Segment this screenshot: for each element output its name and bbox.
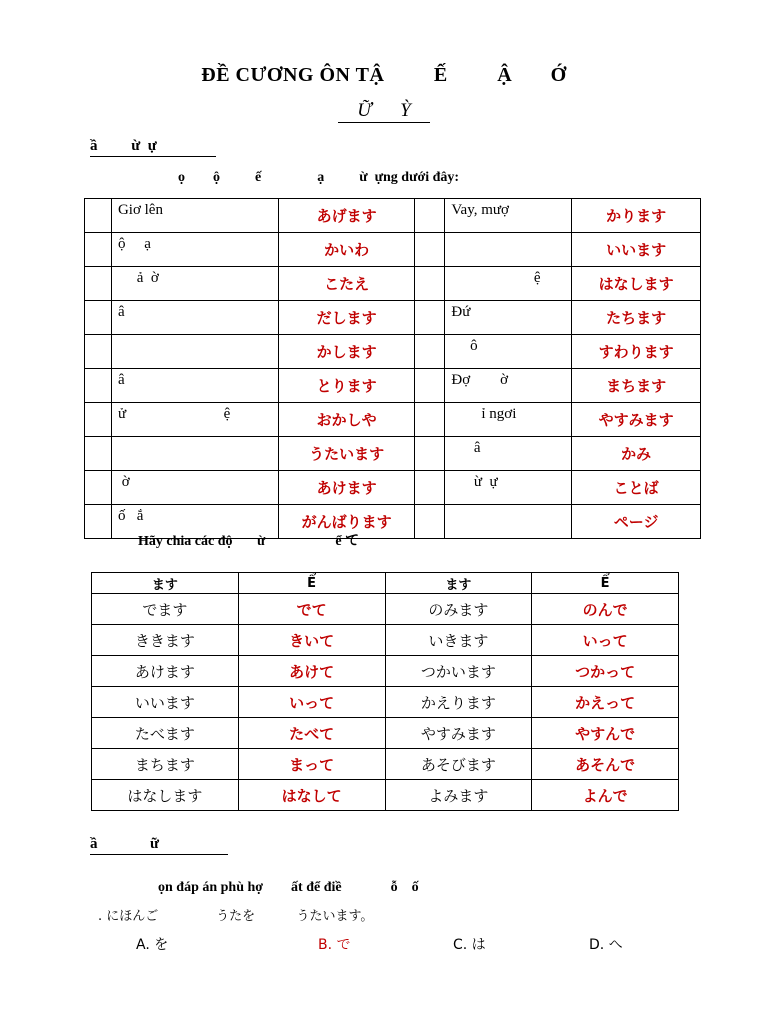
table-row bbox=[85, 437, 701, 471]
vietnamese-right: ệ bbox=[445, 267, 572, 301]
blank-cell bbox=[415, 199, 445, 233]
japanese-answer-right: すわります bbox=[572, 335, 701, 369]
blank-cell bbox=[85, 267, 112, 301]
masu-form: のみます bbox=[385, 594, 532, 625]
vietnamese-right: Đứ bbox=[445, 301, 572, 335]
masu-form: いきます bbox=[385, 625, 532, 656]
masu-form: よみます bbox=[385, 780, 532, 811]
vietnamese-left: â bbox=[111, 301, 278, 335]
vietnamese-left: ố ắ bbox=[111, 505, 278, 539]
japanese-answer-left: かいわ bbox=[278, 233, 415, 267]
vietnamese-right: ô bbox=[445, 335, 572, 369]
document-title: ĐỀ CƯƠNG ÔN TẬ Ế Ậ Ớ bbox=[201, 64, 567, 86]
japanese-answer-left: あげます bbox=[278, 199, 415, 233]
japanese-answer-left: こたえ bbox=[278, 267, 415, 301]
blank-cell bbox=[85, 505, 112, 539]
masu-form: つかいます bbox=[385, 656, 532, 687]
vietnamese-left bbox=[111, 335, 278, 369]
masu-form: ききます bbox=[92, 625, 239, 656]
vietnamese-right bbox=[445, 505, 572, 539]
option-b[interactable]: B. で bbox=[318, 937, 351, 953]
table-row bbox=[85, 471, 701, 505]
masu-form: かえります bbox=[385, 687, 532, 718]
blank-cell bbox=[85, 403, 112, 437]
japanese-answer-right: はなします bbox=[572, 267, 701, 301]
vietnamese-right: Đợ ờ bbox=[445, 369, 572, 403]
table-row bbox=[85, 301, 701, 335]
blank-cell bbox=[85, 233, 112, 267]
vietnamese-left: â bbox=[111, 369, 278, 403]
vietnamese-left: ử ệ bbox=[111, 403, 278, 437]
vietnamese-left: Giơ lên bbox=[111, 199, 278, 233]
table-row bbox=[85, 199, 701, 233]
vietnamese-left bbox=[111, 437, 278, 471]
table-row bbox=[92, 656, 679, 687]
vietnamese-left: ộ ạ bbox=[111, 233, 278, 267]
te-form-answer: あそんで bbox=[532, 749, 679, 780]
te-form-answer: あけて bbox=[238, 656, 385, 687]
blank-cell bbox=[85, 199, 112, 233]
blank-cell bbox=[415, 267, 445, 301]
japanese-answer-left: かします bbox=[278, 335, 415, 369]
blank-cell bbox=[415, 471, 445, 505]
option-c[interactable]: C. は bbox=[453, 937, 486, 953]
japanese-answer-right: たちます bbox=[572, 301, 701, 335]
te-form-answer: いって bbox=[532, 625, 679, 656]
blank-cell bbox=[415, 403, 445, 437]
masu-form: いいます bbox=[92, 687, 239, 718]
japanese-answer-left: がんばります bbox=[278, 505, 415, 539]
te-form-answer: よんで bbox=[532, 780, 679, 811]
japanese-answer-left: おかしや bbox=[278, 403, 415, 437]
vietnamese-left: ờ bbox=[111, 471, 278, 505]
table-row bbox=[85, 403, 701, 437]
masu-form: でます bbox=[92, 594, 239, 625]
japanese-answer-right: かみ bbox=[572, 437, 701, 471]
japanese-answer-right: ことば bbox=[572, 471, 701, 505]
masu-form: たべます bbox=[92, 718, 239, 749]
masu-form: あけます bbox=[92, 656, 239, 687]
vietnamese-right: ừ ự bbox=[445, 471, 572, 505]
vietnamese-right: ỉ ngơi bbox=[445, 403, 572, 437]
header-masu-2: ます bbox=[385, 573, 532, 594]
table-row bbox=[92, 687, 679, 718]
japanese-answer-left: だします bbox=[278, 301, 415, 335]
japanese-answer-left: あけます bbox=[278, 471, 415, 505]
vietnamese-right: Vay, mượ bbox=[445, 199, 572, 233]
te-form-answer: はなして bbox=[238, 780, 385, 811]
section-2-instruction: ọn đáp án phù hợ ất để điề ỗ ố bbox=[158, 880, 419, 895]
blank-cell bbox=[415, 335, 445, 369]
blank-cell bbox=[415, 369, 445, 403]
blank-cell bbox=[85, 301, 112, 335]
te-form-answer: まって bbox=[238, 749, 385, 780]
table-row bbox=[85, 267, 701, 301]
table-row bbox=[92, 749, 679, 780]
vocab-table bbox=[84, 198, 701, 539]
vietnamese-left: ả ờ bbox=[111, 267, 278, 301]
header-te-2: Ể bbox=[532, 573, 679, 594]
table-row bbox=[85, 335, 701, 369]
japanese-answer-right: まちます bbox=[572, 369, 701, 403]
header-te-1: Ể bbox=[238, 573, 385, 594]
blank-cell bbox=[415, 437, 445, 471]
japanese-answer-right: ページ bbox=[572, 505, 701, 539]
blank-cell bbox=[85, 369, 112, 403]
te-form-answer: かえって bbox=[532, 687, 679, 718]
table-row bbox=[85, 233, 701, 267]
document-subtitle: Ữ Ỳ bbox=[338, 100, 430, 123]
te-form-answer: でて bbox=[238, 594, 385, 625]
masu-form: あそびます bbox=[385, 749, 532, 780]
te-form-table bbox=[91, 572, 679, 811]
te-form-answer: たべて bbox=[238, 718, 385, 749]
japanese-answer-right: やすみます bbox=[572, 403, 701, 437]
option-d[interactable]: D. へ bbox=[589, 937, 623, 953]
section-1-heading: ầ ừ ự bbox=[90, 138, 216, 157]
option-a[interactable]: A. を bbox=[136, 937, 169, 953]
question-1: . にほんご うたを うたいます。 bbox=[98, 909, 374, 924]
blank-cell bbox=[85, 437, 112, 471]
te-form-answer: やすんで bbox=[532, 718, 679, 749]
blank-cell bbox=[415, 233, 445, 267]
header-masu-1: ます bbox=[92, 573, 239, 594]
section-1-instruction: ọ ộ ế ạ ừ ựng dưới đây: bbox=[178, 170, 460, 185]
japanese-answer-left: とります bbox=[278, 369, 415, 403]
section-2-heading: ầ ữ bbox=[90, 836, 228, 855]
masu-form: まちます bbox=[92, 749, 239, 780]
masu-form: やすみます bbox=[385, 718, 532, 749]
te-form-answer: きいて bbox=[238, 625, 385, 656]
blank-cell bbox=[415, 301, 445, 335]
japanese-answer-left: うたいます bbox=[278, 437, 415, 471]
masu-form: はなします bbox=[92, 780, 239, 811]
vietnamese-right: â bbox=[445, 437, 572, 471]
table-row bbox=[92, 594, 679, 625]
table-row bbox=[92, 718, 679, 749]
vietnamese-right bbox=[445, 233, 572, 267]
blank-cell bbox=[85, 335, 112, 369]
te-form-answer: いって bbox=[238, 687, 385, 718]
table-row bbox=[85, 369, 701, 403]
te-form-answer: つかって bbox=[532, 656, 679, 687]
blank-cell bbox=[415, 505, 445, 539]
japanese-answer-right: いいます bbox=[572, 233, 701, 267]
te-form-answer: のんで bbox=[532, 594, 679, 625]
blank-cell bbox=[85, 471, 112, 505]
japanese-answer-right: かります bbox=[572, 199, 701, 233]
section-1b-instruction: Hãy chia các độ ừ ể て bbox=[138, 534, 360, 549]
table-row bbox=[92, 625, 679, 656]
table-row bbox=[92, 780, 679, 811]
